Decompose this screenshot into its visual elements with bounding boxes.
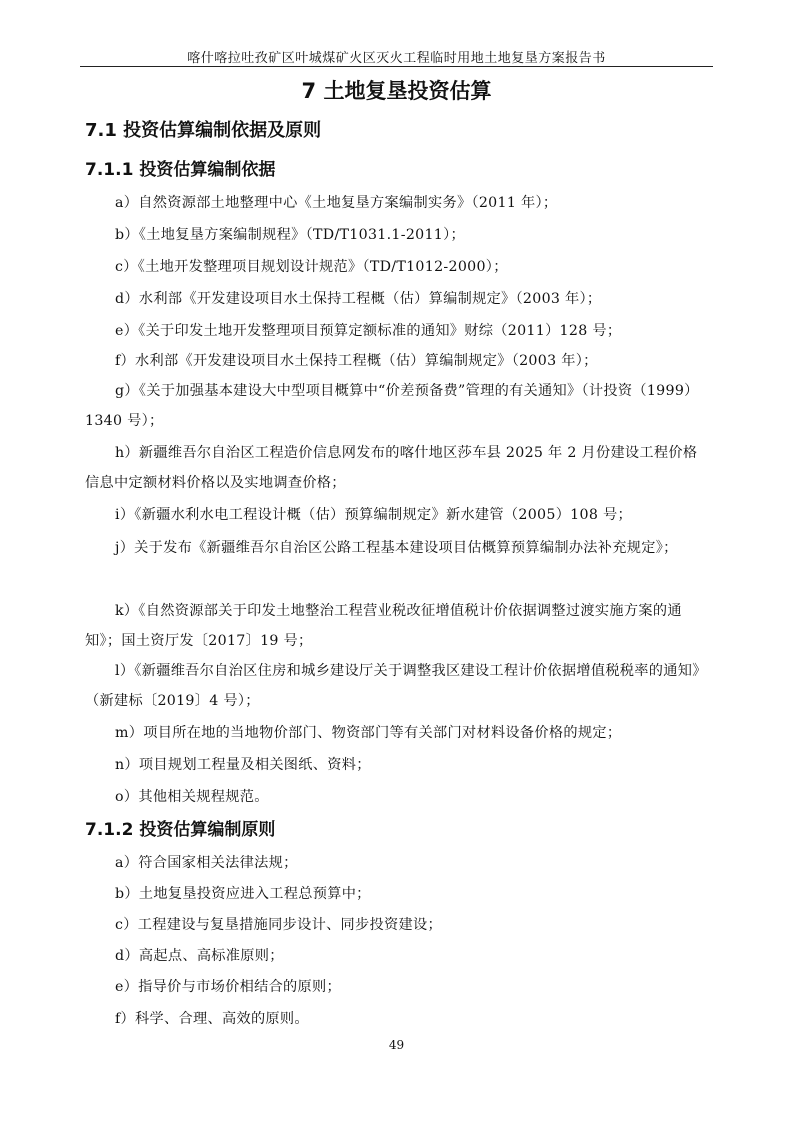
basis-item-g: g）《关于加强基本建设大中型项目概算中“价差预备费”管理的有关通知》（计投资（1999）1340 号）； [85, 383, 699, 429]
principle-item-c: c）工程建设与复垦措施同步设计、同步投资建设； [115, 917, 442, 933]
page-number: 49 [388, 1038, 405, 1052]
principle-item-e: e）指导价与市场价相结合的原则； [115, 979, 342, 995]
basis-item-j: j）关于发布《新疆维吾尔自治区公路工程基本建设项目估概算预算编制办法补充规定》； [115, 540, 678, 556]
basis-item-i: i）《新疆水利水电工程设计概（估）预算编制规定》新水建管（2005）108 号； [115, 507, 632, 523]
basis-item-m: m）项目所在地的当地物价部门、物资部门等有关部门对材料设备价格的规定； [115, 725, 622, 741]
basis-item-b: b）《土地复垦方案编制规程》（TD/T1031.1-2011）； [115, 227, 466, 243]
basis-item-c: c）《土地开发整理项目规划设计规范》（TD/T1012-2000）； [115, 259, 508, 275]
basis-heading: 7.1.1 投资估算编制依据 [85, 160, 276, 180]
section-heading: 7.1 投资估算编制依据及原则 [85, 120, 322, 141]
principle-item-b: b）土地复垦投资应进入工程总预算中； [115, 886, 371, 902]
basis-item-l: l）《新疆维吾尔自治区住房和城乡建设厅关于调整我区建设工程计价依据增值税税率的通知》（新建标〔2019〕4 号）； [85, 663, 707, 709]
principle-item-a: a）符合国家相关法律法规； [115, 855, 298, 871]
basis-item-d: d）水利部《开发建设项目水土保持工程概（估）算编制规定》（2003 年）； [115, 291, 602, 307]
basis-item-n: n）项目规划工程量及相关图纸、资料； [115, 757, 371, 773]
principle-item-d: d）高起点、高标准原则； [115, 948, 284, 964]
basis-item-f: f）水利部《开发建设项目水土保持工程概（估）算编制规定》（2003 年）； [115, 353, 598, 369]
basis-item-k: k）《自然资源部关于印发土地整治工程营业税改征增值税计价依据调整过渡实施方案的通知》；国土资厅发〔2017〕19 号； [85, 603, 682, 649]
basis-item-h: h）新疆维吾尔自治区工程造价信息网发布的喀什地区莎车县 2025 年 2 月份建设工程价格信息中定额材料价格以及实地调查价格； [85, 445, 698, 491]
principle-item-f: f）科学、合理、高效的原则。 [115, 1011, 309, 1027]
chapter-title: 7 土地复垦投资估算 [301, 79, 492, 103]
principles-heading: 7.1.2 投资估算编制原则 [85, 820, 276, 840]
basis-item-o: o）其他相关规程规范。 [115, 789, 269, 805]
basis-item-e: e）《关于印发土地开发整理项目预算定额标准的通知》财综（2011）128 号； [115, 323, 622, 339]
running-header: 喀什喀拉吐孜矿区叶城煤矿火区灭火工程临时用地土地复垦方案报告书 [187, 51, 606, 66]
basis-item-a: a）自然资源部土地整理中心《土地复垦方案编制实务》（2011 年）； [115, 195, 558, 211]
header-rule [80, 66, 713, 67]
